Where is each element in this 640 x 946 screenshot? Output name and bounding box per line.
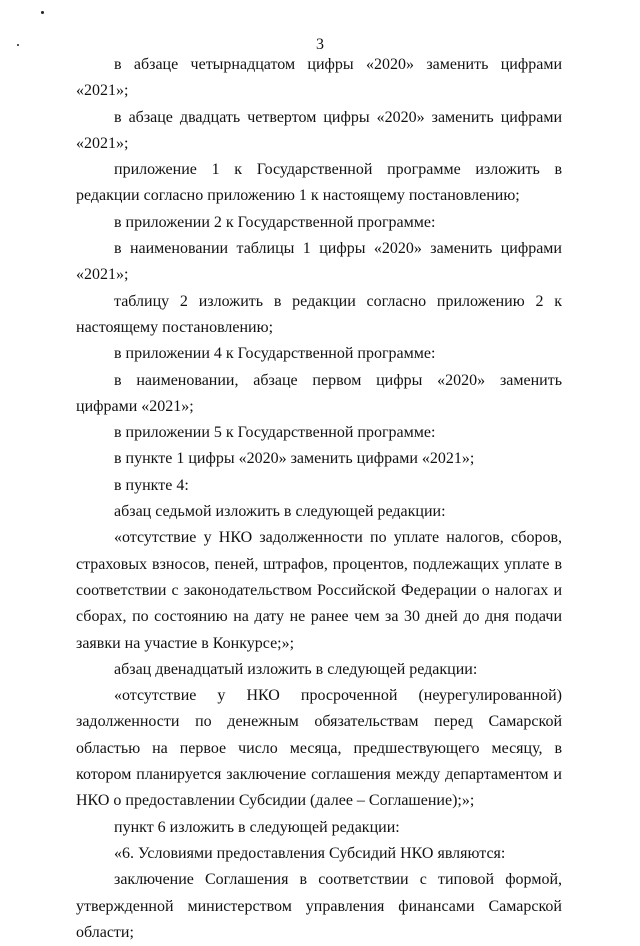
paragraph: в наименовании таблицы 1 цифры «2020» заменить цифрами «2021»;	[76, 240, 562, 284]
paragraph: в наименовании, абзаце первом цифры «2020» заменить цифрами «2021»;	[76, 371, 562, 415]
paragraph: таблицу 2 изложить в редакции согласно приложению 2 к настоящему постановлению;	[76, 292, 562, 336]
paragraph: в приложении 2 к Государственной программе:	[114, 213, 436, 231]
paragraph: «6. Условиями предоставления Субсидий НКО являются:	[114, 844, 506, 862]
document-body	[76, 52, 562, 946]
paragraph: заключение Соглашения в соответствии с типовой формой, утвержденной министерством управления финансами Самарской области;	[76, 871, 562, 941]
paragraph: в пункте 4:	[114, 476, 189, 494]
paragraph: «отсутствие у НКО просроченной (неурегулированной) задолженности по денежным обязательствам перед Самарской областью на первое число месяца, предшествующего месяцу, в котором планируется заключение соглашения между департаментом и НКО о предоставлении Субсидии (далее – Соглашение);»;	[76, 687, 562, 810]
paragraph: в абзаце четырнадцатом цифры «2020» заменить цифрами «2021»;	[76, 56, 562, 100]
page-number: 3	[316, 36, 324, 53]
paragraph: в абзаце двадцать четвертом цифры «2020» заменить цифрами «2021»;	[76, 108, 562, 152]
paragraph: абзац седьмой изложить в следующей редакции:	[114, 503, 446, 521]
paragraph: «отсутствие у НКО задолженности по уплате налогов, сборов, страховых взносов, пеней, штрафов, процентов, подлежащих уплате в соответствии с законодательством Российской Федерации о налогах и сборах, по состоянию на дату не ранее чем за 30 дней до дня подачи заявки на участие в Конкурсе;»;	[76, 529, 562, 652]
paragraph: в приложении 4 к Государственной программе:	[114, 345, 436, 363]
paragraph: абзац двенадцатый изложить в следующей редакции:	[114, 660, 478, 678]
paragraph: в пункте 1 цифры «2020» заменить цифрами «2021»;	[114, 450, 475, 468]
scan-speck	[41, 11, 44, 14]
paragraph: в приложении 5 к Государственной программе:	[114, 424, 436, 442]
paragraph: пункт 6 изложить в следующей редакции:	[114, 818, 400, 836]
paragraph: приложение 1 к Государственной программе изложить в редакции согласно приложению 1 к настоящему постановлению;	[76, 161, 562, 205]
